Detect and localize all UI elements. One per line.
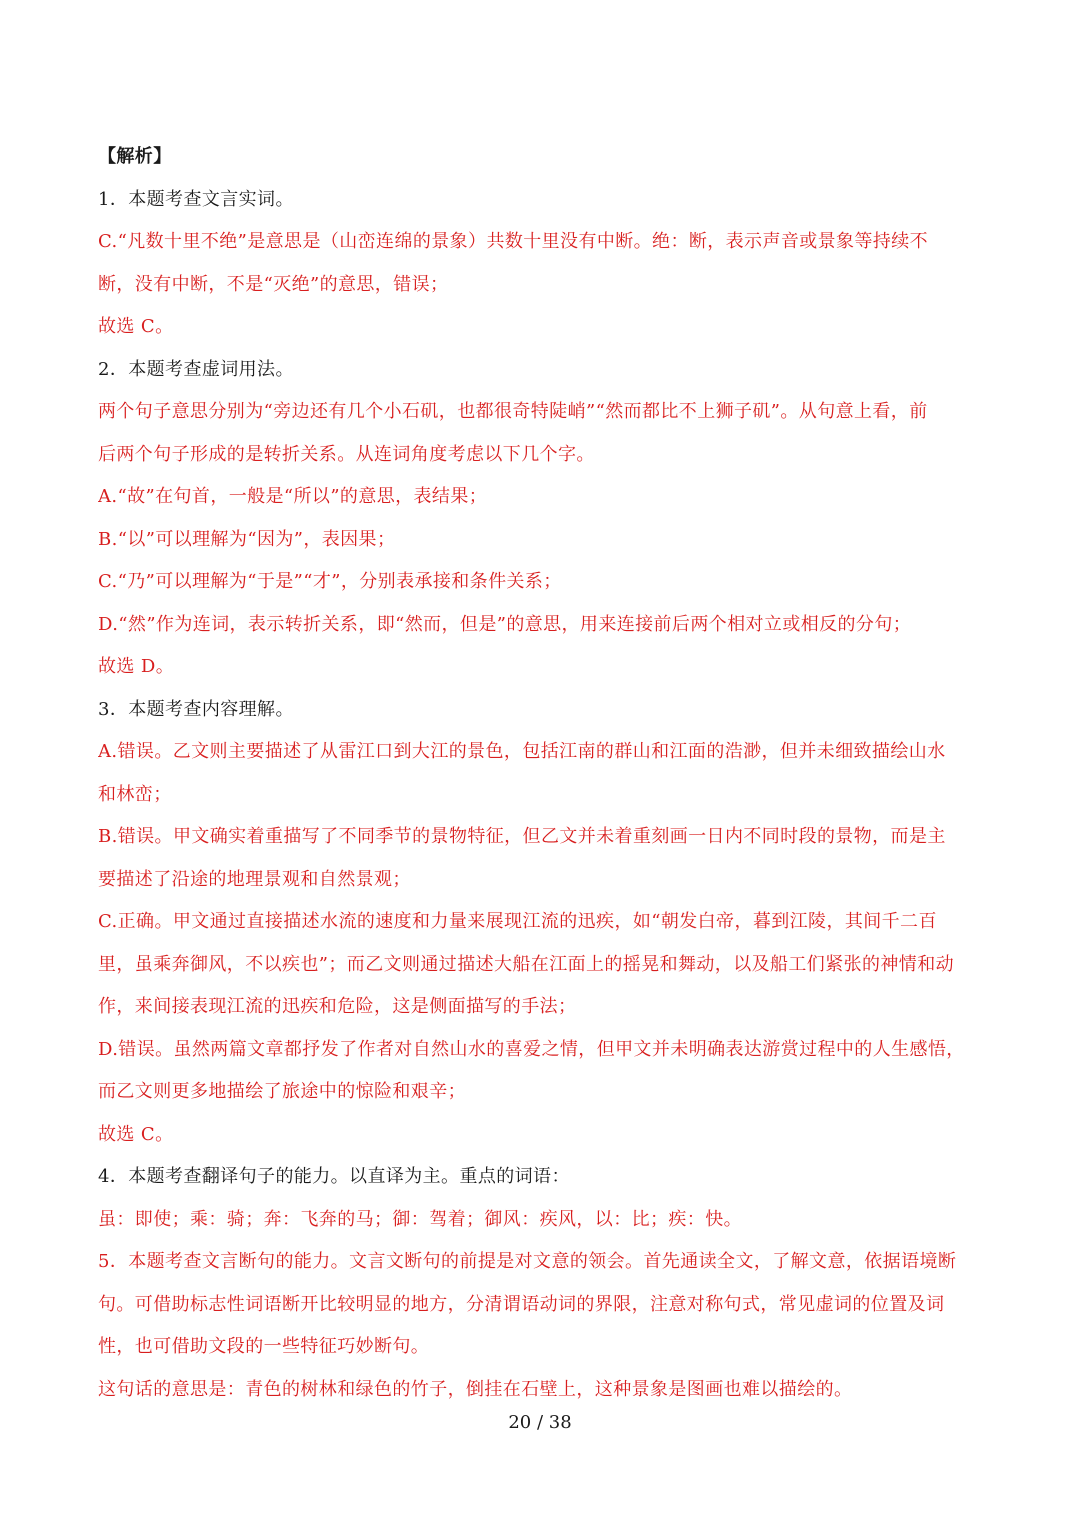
text-line: 句。可借助标志性词语断开比较明显的地方，分清谓语动词的界限，注意对称句式，常见虚词的位置及词	[98, 1293, 945, 1315]
text-line: 作，来间接表现江流的迅疾和危险，这是侧面描写的手法；	[98, 996, 577, 1017]
text-line: C.正确。甲文通过直接描述水流的速度和力量来展现江流的迅疾，如“朝发白帝，暮到江陵，其间千二百	[98, 911, 937, 932]
text-line: C.“乃”可以理解为“于是”“才”，分别表承接和条件关系；	[98, 571, 562, 592]
text-line: 两个句子意思分别为“旁边还有几个小石矶，也都很奇特陡峭”“然而都比不上狮子矶”。从句意上看，前	[98, 401, 928, 422]
analysis-lines	[98, 179, 988, 1412]
text-line: 后两个句子形成的是转折关系。从连词角度考虑以下几个字。	[98, 443, 595, 465]
text-line: 虽：即使；乘：骑；奔：飞奔的马；御：驾着；御风：疾风，以：比；疾：快。	[98, 1208, 742, 1230]
analysis-heading: 【解析】	[98, 146, 172, 167]
text-line: 而乙文则更多地描绘了旅途中的惊险和艰辛；	[98, 1081, 466, 1102]
text-line: 故选 C。	[98, 316, 174, 337]
text-line: B.错误。甲文确实着重描写了不同季节的景物特征，但乙文并未着重刻画一日内不同时段的景物，而是主	[98, 826, 946, 847]
text-line: 这句话的意思是：青色的树林和绿色的竹子，倒挂在石壁上，这种景象是图画也难以描绘的。	[98, 1378, 853, 1400]
text-line: B.“以”可以理解为“因为”，表因果；	[98, 528, 396, 550]
text-line: 3．本题考查内容理解。	[98, 698, 294, 720]
text-line: 故选 C。	[98, 1123, 174, 1145]
analysis-content	[98, 136, 988, 1411]
text-line: 4．本题考查翻译句子的能力。以直译为主。重点的词语：	[98, 1166, 570, 1187]
text-line: 性，也可借助文段的一些特征巧妙断句。	[98, 1336, 430, 1357]
text-line: C.“凡数十里不绝”是意思是（山峦连绵的景象）共数十里没有中断。绝：断，表示声音或景象等持续不	[98, 231, 929, 252]
text-line: A.错误。乙文则主要描述了从雷江口到大江的景色，包括江南的群山和江面的浩渺，但并未细致描绘山水	[98, 741, 946, 762]
text-line: 2．本题考查虚词用法。	[98, 358, 294, 380]
text-line: 1．本题考查文言实词。	[98, 188, 294, 210]
page-number: 20 / 38	[508, 1412, 572, 1433]
text-line: 里，虽乘奔御风，不以疾也”；而乙文则通过描述大船在江面上的摇晃和舞动，以及船工们紧张的神情和动	[98, 953, 954, 975]
text-line: D.“然”作为连词，表示转折关系，即“然而，但是”的意思，用来连接前后两个相对立或相反的分句；	[98, 613, 912, 635]
text-line: 断，没有中断，不是“灭绝”的意思，错误；	[98, 273, 449, 295]
text-line: 要描述了沿途的地理景观和自然景观；	[98, 868, 411, 890]
text-line: 和林峦；	[98, 783, 172, 805]
text-line: D.错误。虽然两篇文章都抒发了作者对自然山水的喜爱之情，但甲文并未明确表达游赏过程中的人生感悟，	[98, 1038, 965, 1060]
text-line: 故选 D。	[98, 656, 175, 677]
text-line: A.“故”在句首，一般是“所以”的意思，表结果；	[98, 486, 488, 507]
text-line: 5．本题考查文言断句的能力。文言文断句的前提是对文意的领会。首先通读全文，了解文意，依据语境断	[98, 1251, 957, 1272]
